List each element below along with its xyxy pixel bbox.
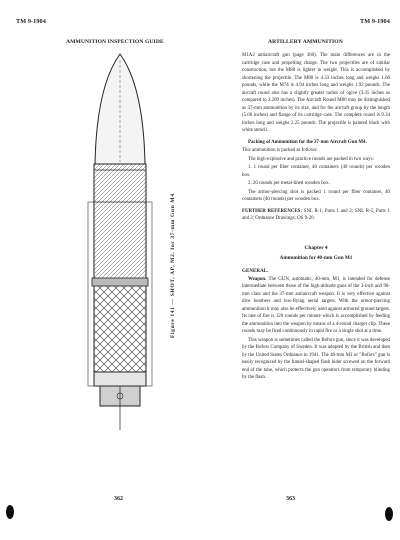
right-running-head-doc-id: TM 9-1904 (360, 18, 390, 25)
packing-item-1: 1. 1 round per fiber container, 40 containers (40 rounds) per wooden box. (242, 165, 390, 178)
right-page-number: 363 (286, 496, 295, 502)
packing-heading-text: Packing of Ammunition for the 37-mm Aircraft Gun M4. (248, 139, 367, 145)
packing-note: The high-explosive and practice rounds are packed in two ways: (248, 156, 374, 162)
general-heading: GENERAL. (242, 267, 269, 274)
weapon-label: Weapon. (248, 276, 267, 282)
scan-blemish-right (385, 507, 393, 521)
left-running-head-title: AMMUNITION INSPECTION GUIDE (66, 39, 164, 45)
weapon-text: The GUN, automatic, 40-mm, M1, is intended for defense intermediate between those of the high-altitude guns of the 3-inch and 90-mm class and the 37-mm antiaircraft weapon. It is very effective against dive bombers and low-flying aerial targets. With the armor-piercing ammunition it may also be effectively used against armored ground targets. Its rate of fire is 120 rounds per minute which is accomplished by feeding the ammunition into the weapon by means of a 4-round charger clip. These rounds may be fired continuously in rapid fire or a single shot at a time. (242, 276, 390, 334)
further-references-label: FURTHER REFERENCES: (242, 208, 302, 214)
further-references-text: SNL R-1, Parts 1 and 2; SNL R-5, Parts 1 and 2; Ordnance Drawings; OS 9-20. (242, 208, 390, 221)
right-running-head-title: ARTILLERY AMMUNITION (268, 39, 343, 45)
chapter-title: Ammunition for 40-mm Gun M1 (279, 254, 353, 261)
left-running-head-doc-id: TM 9-1904 (16, 18, 46, 25)
projectile-drawing (80, 52, 160, 432)
right-text-column (242, 52, 390, 382)
paragraph-bofors-history: This weapon is sometimes called the Bofors gun, since it was developed by the Bofors Company of Sweden. It was adopted by the British and then by the United States Ordnance in 1941. The 40-mm M1 or "Bofors" gun is easily recognized by the funnel-shaped flash hider screwed on the forward end of the tube, which protects the gun operators from temporary blinding by the flash. (242, 337, 390, 380)
paragraph-m80-description: M1A2 antiaircraft gun (page 360). The main differences are in the cartridge case and propelling charge. The two projectiles are of similar construction, but the M80 is lighter in weight. This is accomplished by shortening the projectile. The M80 is 4.33 inches long and weighs 1.66 pounds, while the M74 is 4.94 inches long and weighs 1.92 pounds. The aircraft round also has a slightly greater radius of ogive (3.35 inches as compared to 2.209 inches). The Aircraft Round M80 may be distinguished as 37-mm ammunition by its size, and for the aircraft group by the length (5.68 inches) and flange of its cartridge case. The complete round is 9.34 inches long and weighs 2.25 pounds. The projectile is painted black with white stencil. (242, 53, 390, 133)
packing-shot: The armor-piercing shot is packed 1 round per fiber container, 40 containers (40 rounds) per wooden box. (242, 189, 390, 202)
left-page-number: 362 (114, 496, 123, 502)
packing-heading (242, 139, 390, 147)
chapter-number: Chapter 4 (304, 244, 328, 251)
packing-intro: This ammunition is packed as follows: (242, 148, 318, 153)
packing-item-2: 2. 20 rounds per metal-lined wooden box. (248, 181, 330, 186)
scan-blemish-left (6, 505, 14, 519)
further-references (242, 208, 390, 223)
figure-caption: Figure 141 — SHOT, AP, M2, for 37-mm Gun M4 (170, 193, 176, 338)
paragraph-weapon (242, 276, 390, 336)
